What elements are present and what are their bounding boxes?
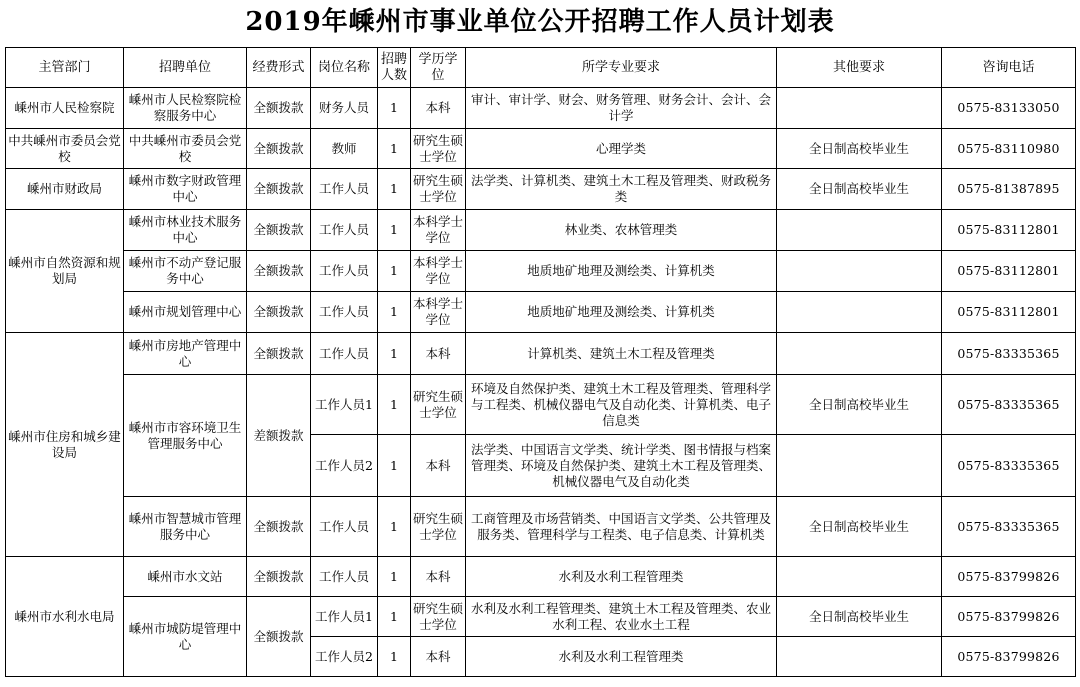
other-cell [777,557,942,597]
position-cell: 教师 [311,129,378,169]
count-cell: 1 [378,333,411,375]
other-cell: 全日制高校毕业生 [777,497,942,557]
table-row [6,210,1076,251]
phone-cell: 0575-83799826 [942,637,1076,677]
header-count: 招聘人数 [378,48,411,88]
major-cell: 地质地矿地理及测绘类、计算机类 [466,251,777,292]
major-cell: 环境及自然保护类、建筑土木工程及管理类、管理科学与工程类、机械仪器电气及自动化类、计算机类、电子信息类 [466,375,777,435]
edu-cell: 研究生硕士学位 [411,497,466,557]
other-cell: 全日制高校毕业生 [777,129,942,169]
other-cell [777,210,942,251]
other-cell: 全日制高校毕业生 [777,375,942,435]
header-phone: 咨询电话 [942,48,1076,88]
table-row [6,375,1076,435]
header-dept: 主管部门 [6,48,124,88]
edu-cell: 研究生硕士学位 [411,129,466,169]
header-unit: 招聘单位 [124,48,247,88]
position-cell: 工作人员 [311,210,378,251]
unit-cell: 嵊州市水文站 [124,557,247,597]
count-cell: 1 [378,435,411,497]
count-cell: 1 [378,292,411,333]
major-cell: 地质地矿地理及测绘类、计算机类 [466,292,777,333]
unit-cell: 嵊州市规划管理中心 [124,292,247,333]
major-cell: 审计、审计学、财会、财务管理、财务会计、会计、会计学 [466,88,777,129]
position-cell: 工作人员1 [311,375,378,435]
funding-cell: 全额拨款 [247,333,311,375]
funding-cell: 全额拨款 [247,497,311,557]
count-cell: 1 [378,497,411,557]
dept-cell: 中共嵊州市委员会党校 [6,129,124,169]
other-cell: 全日制高校毕业生 [777,169,942,210]
unit-cell: 嵊州市智慧城市管理服务中心 [124,497,247,557]
count-cell: 1 [378,251,411,292]
edu-cell: 本科学士学位 [411,292,466,333]
count-cell: 1 [378,169,411,210]
phone-cell: 0575-83335365 [942,333,1076,375]
major-cell: 林业类、农林管理类 [466,210,777,251]
position-cell: 工作人员 [311,557,378,597]
table-row [6,557,1076,597]
edu-cell: 本科 [411,637,466,677]
edu-cell: 研究生硕士学位 [411,169,466,210]
dept-cell: 嵊州市自然资源和规划局 [6,210,124,333]
position-cell: 工作人员1 [311,597,378,637]
header-other: 其他要求 [777,48,942,88]
unit-cell: 嵊州市林业技术服务中心 [124,210,247,251]
other-cell [777,251,942,292]
phone-cell: 0575-83335365 [942,375,1076,435]
table-header-row [6,48,1076,88]
header-major: 所学专业要求 [466,48,777,88]
other-cell [777,88,942,129]
count-cell: 1 [378,375,411,435]
position-cell: 工作人员 [311,292,378,333]
major-cell: 法学类、中国语言文学类、统计学类、图书情报与档案管理类、环境及自然保护类、建筑土木工程及管理类、机械仪器电气及自动化类 [466,435,777,497]
page-title: 2019年嵊州市事业单位公开招聘工作人员计划表 [245,7,835,37]
table-row [6,251,1076,292]
dept-cell: 嵊州市财政局 [6,169,124,210]
table-row [6,597,1076,637]
count-cell: 1 [378,557,411,597]
recruitment-plan-table [5,47,1076,677]
dept-cell: 嵊州市人民检察院 [6,88,124,129]
header-edu: 学历学位 [411,48,466,88]
unit-cell: 嵊州市城防堤管理中心 [124,597,247,677]
major-cell: 法学类、计算机类、建筑土木工程及管理类、财政税务类 [466,169,777,210]
count-cell: 1 [378,129,411,169]
phone-cell: 0575-83112801 [942,251,1076,292]
funding-cell: 全额拨款 [247,292,311,333]
phone-cell: 0575-81387895 [942,169,1076,210]
phone-cell: 0575-83799826 [942,557,1076,597]
table-row [6,129,1076,169]
position-cell: 工作人员2 [311,435,378,497]
header-funding: 经费形式 [247,48,311,88]
funding-cell: 全额拨款 [247,557,311,597]
phone-cell: 0575-83133050 [942,88,1076,129]
funding-cell: 全额拨款 [247,88,311,129]
edu-cell: 本科学士学位 [411,251,466,292]
unit-cell: 嵊州市人民检察院检察服务中心 [124,88,247,129]
funding-cell: 全额拨款 [247,251,311,292]
count-cell: 1 [378,88,411,129]
header-position: 岗位名称 [311,48,378,88]
unit-cell: 嵊州市数字财政管理中心 [124,169,247,210]
major-cell: 计算机类、建筑土木工程及管理类 [466,333,777,375]
other-cell: 全日制高校毕业生 [777,597,942,637]
unit-cell: 嵊州市房地产管理中心 [124,333,247,375]
major-cell: 心理学类 [466,129,777,169]
funding-cell: 全额拨款 [247,210,311,251]
funding-cell: 全额拨款 [247,129,311,169]
edu-cell: 研究生硕士学位 [411,597,466,637]
edu-cell: 本科 [411,88,466,129]
phone-cell: 0575-83335365 [942,435,1076,497]
position-cell: 工作人员2 [311,637,378,677]
dept-cell: 嵊州市住房和城乡建设局 [6,333,124,557]
major-cell: 水利及水利工程管理类 [466,557,777,597]
position-cell: 财务人员 [311,88,378,129]
major-cell: 水利及水利工程管理类 [466,637,777,677]
phone-cell: 0575-83112801 [942,292,1076,333]
count-cell: 1 [378,637,411,677]
unit-cell: 嵊州市不动产登记服务中心 [124,251,247,292]
table-row [6,88,1076,129]
phone-cell: 0575-83335365 [942,497,1076,557]
dept-cell: 嵊州市水利水电局 [6,557,124,677]
table-row [6,333,1076,375]
unit-cell: 中共嵊州市委员会党校 [124,129,247,169]
funding-cell: 全额拨款 [247,597,311,677]
position-cell: 工作人员 [311,497,378,557]
phone-cell: 0575-83110980 [942,129,1076,169]
other-cell [777,637,942,677]
funding-cell: 全额拨款 [247,169,311,210]
table-row [6,292,1076,333]
edu-cell: 本科 [411,557,466,597]
edu-cell: 本科学士学位 [411,210,466,251]
phone-cell: 0575-83112801 [942,210,1076,251]
other-cell [777,292,942,333]
major-cell: 工商管理及市场营销类、中国语言文学类、公共管理及服务类、管理科学与工程类、电子信息类、计算机类 [466,497,777,557]
edu-cell: 本科 [411,435,466,497]
other-cell [777,435,942,497]
major-cell: 水利及水利工程管理类、建筑土木工程及管理类、农业水利工程、农业水土工程 [466,597,777,637]
edu-cell: 本科 [411,333,466,375]
position-cell: 工作人员 [311,333,378,375]
position-cell: 工作人员 [311,169,378,210]
phone-cell: 0575-83799826 [942,597,1076,637]
unit-cell: 嵊州市市容环境卫生管理服务中心 [124,375,247,497]
count-cell: 1 [378,210,411,251]
count-cell: 1 [378,597,411,637]
edu-cell: 研究生硕士学位 [411,375,466,435]
other-cell [777,333,942,375]
table-row [6,169,1076,210]
table-row [6,497,1076,557]
funding-cell: 差额拨款 [247,375,311,497]
position-cell: 工作人员 [311,251,378,292]
